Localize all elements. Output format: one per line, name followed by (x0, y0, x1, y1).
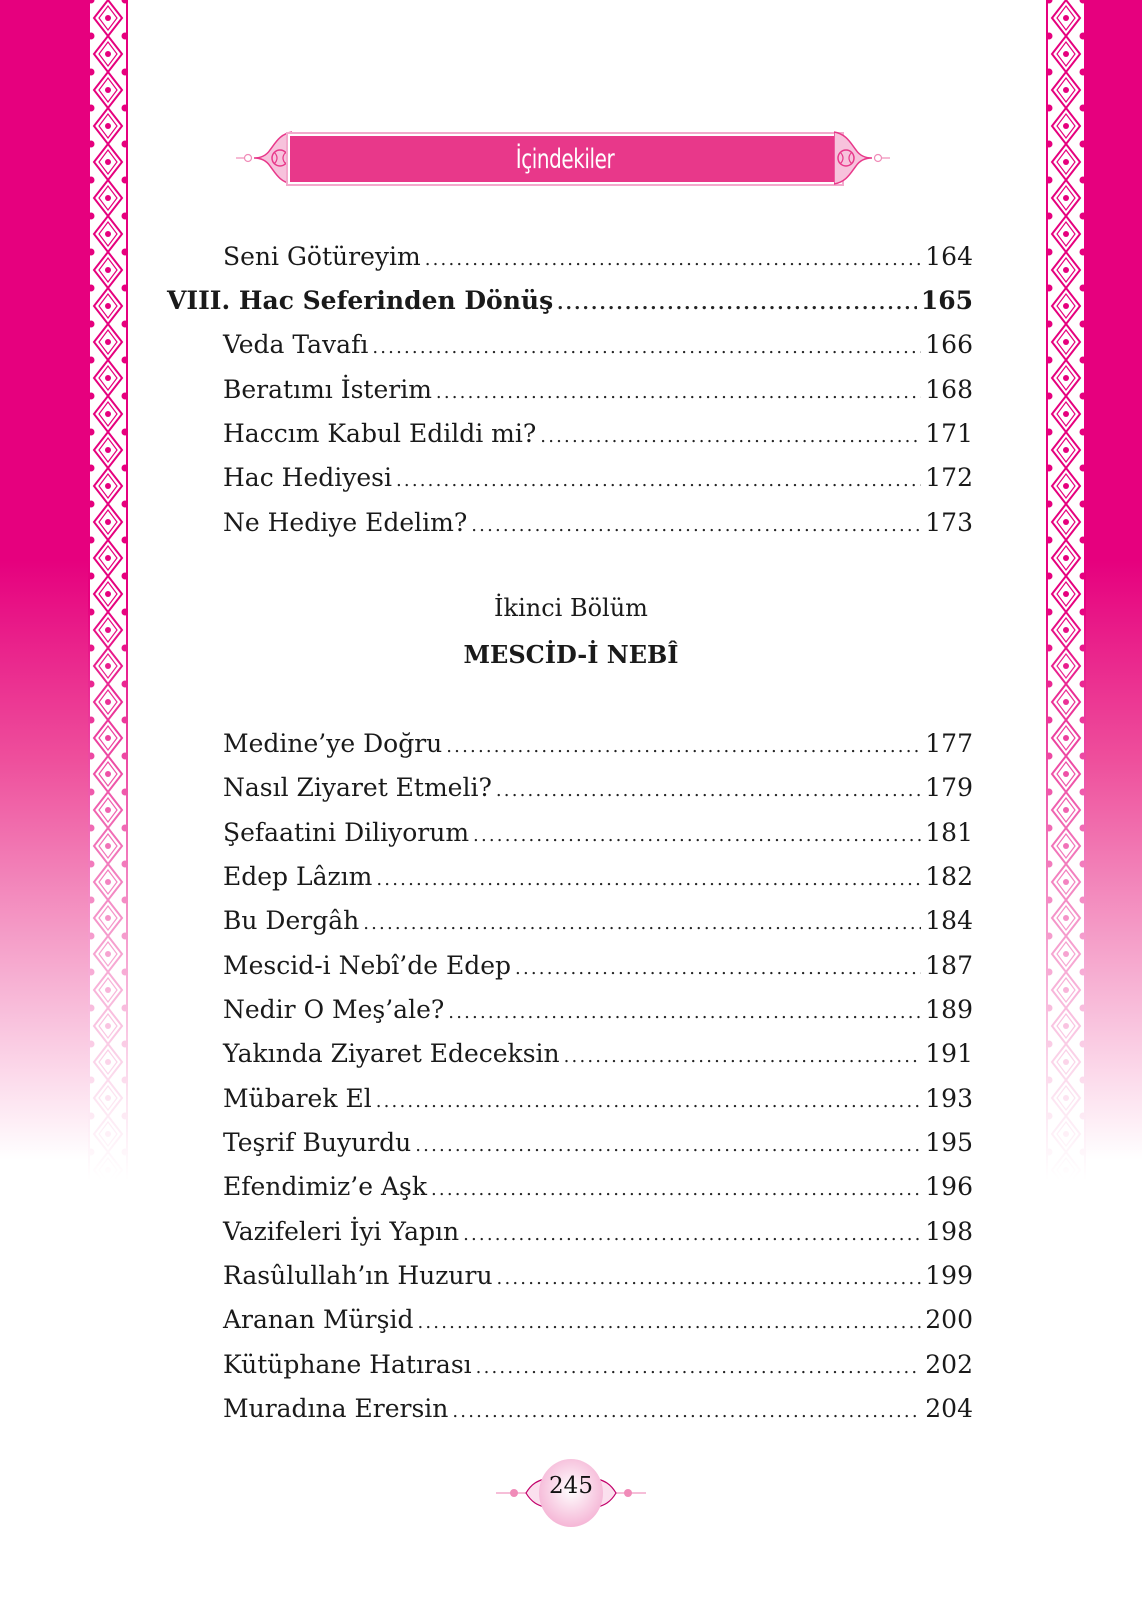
toc-entry-page: 204 (925, 1394, 973, 1423)
toc-entry[interactable] (223, 1392, 973, 1426)
toc-entry[interactable] (223, 1303, 973, 1337)
toc-entry-page: 193 (925, 1084, 973, 1113)
header-banner (236, 128, 890, 188)
toc-entry-title: Aranan Mürşid (223, 1305, 414, 1334)
toc-entry-title: Veda Tavafı (223, 330, 369, 359)
toc-entry-page: 202 (925, 1350, 973, 1379)
toc-entry-page: 181 (925, 818, 973, 847)
toc-entry-title: Nedir O Meş’ale? (223, 995, 445, 1024)
toc-entry-title: Mübarek El (223, 1084, 372, 1113)
toc-entry[interactable] (223, 993, 973, 1027)
toc-leader-dots (363, 907, 921, 941)
toc-entry-title: Mescid-i Nebî’de Edep (223, 951, 512, 980)
toc-entry-page: 200 (925, 1305, 973, 1334)
toc-entry-page: 199 (925, 1261, 973, 1290)
toc-entry-title: Bu Dergâh (223, 906, 360, 935)
toc-entry-page: 179 (925, 773, 973, 802)
toc-entry[interactable] (223, 1170, 973, 1204)
toc-leader-dots (515, 952, 921, 986)
page-title: İçindekiler (515, 143, 615, 175)
page-number: 245 (549, 1473, 593, 1499)
toc-leader-dots (471, 509, 921, 543)
toc-entry[interactable] (223, 1126, 973, 1160)
toc-entry-page: 195 (925, 1128, 973, 1157)
toc-entry-page: 164 (925, 242, 973, 271)
toc-leader-dots (448, 996, 921, 1030)
toc-entry-page: 196 (925, 1172, 973, 1201)
section-label: İkinci Bölüm (494, 594, 648, 622)
toc-entry[interactable] (223, 860, 973, 894)
toc-entry-page: 184 (925, 906, 973, 935)
right-ornamental-border (1046, 0, 1086, 1614)
toc-entry-title: Vazifeleri İyi Yapın (223, 1217, 460, 1246)
toc-entry-page: 173 (925, 508, 973, 537)
toc-entry-title: Yakında Ziyaret Edeceksin (223, 1039, 560, 1068)
toc-entry[interactable] (223, 1037, 973, 1071)
toc-leader-dots (372, 331, 921, 365)
toc-entry[interactable] (223, 1348, 973, 1382)
toc-entry-page: 166 (925, 330, 973, 359)
toc-entry-title: Medine’ye Doğru (223, 729, 443, 758)
right-pink-band (1086, 0, 1142, 1614)
toc-entry-page: 165 (920, 286, 973, 315)
toc-leader-dots (446, 730, 921, 764)
toc-entry-title: VIII. Hac Seferinden Dönüş (167, 286, 554, 315)
toc-leader-dots (497, 1262, 922, 1296)
toc-entry[interactable] (223, 904, 973, 938)
left-pink-band (0, 0, 88, 1614)
toc-leader-dots (425, 243, 922, 277)
toc-entry[interactable] (223, 373, 973, 407)
toc-entry-title: Şefaatini Diliyorum (223, 818, 470, 847)
toc-entry-page: 189 (925, 995, 973, 1024)
toc-entry[interactable] (223, 328, 973, 362)
toc-leader-dots (436, 376, 921, 410)
toc-leader-dots (431, 1173, 921, 1207)
toc-leader-dots (452, 1395, 921, 1429)
toc-leader-dots (473, 819, 921, 853)
toc-entry-page: 187 (925, 951, 973, 980)
toc-entry-page: 172 (925, 463, 973, 492)
toc-leader-dots (557, 287, 917, 321)
toc-leader-dots (376, 1085, 922, 1119)
toc-leader-dots (417, 1306, 921, 1340)
toc-entry[interactable] (223, 727, 973, 761)
toc-leader-dots (540, 420, 921, 454)
toc-entry-page: 182 (925, 862, 973, 891)
toc-entry-title: Ne Hediye Edelim? (223, 508, 468, 537)
toc-entry-title: Muradına Erersin (223, 1394, 449, 1423)
toc-leader-dots (564, 1040, 922, 1074)
toc-entry-title: Haccım Kabul Edildi mi? (223, 419, 537, 448)
toc-leader-dots (396, 464, 921, 498)
toc-entry-page: 171 (925, 419, 973, 448)
banner-ornament-right-icon (834, 128, 890, 188)
toc-entry-title: Nasıl Ziyaret Etmeli? (223, 773, 492, 802)
toc-entry-title: Teşrif Buyurdu (223, 1128, 412, 1157)
toc-entry[interactable] (223, 1215, 973, 1249)
toc-entry-page: 191 (925, 1039, 973, 1068)
header-banner-box (286, 132, 844, 186)
toc-entry-page: 177 (925, 729, 973, 758)
toc-entry[interactable] (223, 461, 973, 495)
toc-entry-title: Kütüphane Hatırası (223, 1350, 472, 1379)
section-title: MESCİD-İ NEBÎ (463, 640, 679, 669)
toc-chapter-entry[interactable] (167, 284, 973, 318)
toc-leader-dots (376, 863, 921, 897)
toc-leader-dots (415, 1129, 921, 1163)
toc-entry-page: 168 (925, 375, 973, 404)
toc-leader-dots (463, 1218, 921, 1252)
page-number-badge (496, 1455, 646, 1535)
toc-entry-page: 198 (925, 1217, 973, 1246)
toc-entry[interactable] (223, 816, 973, 850)
toc-leader-dots (496, 774, 921, 808)
toc-entry-title: Edep Lâzım (223, 862, 373, 891)
toc-entry[interactable] (223, 1082, 973, 1116)
toc-entry-title: Efendimiz’e Aşk (223, 1172, 427, 1201)
toc-entry-title: Rasûlullah’ın Huzuru (223, 1261, 493, 1290)
toc-entry-title: Beratımı İsterim (223, 375, 432, 404)
toc-entry[interactable] (223, 1259, 973, 1293)
toc-entry[interactable] (223, 771, 973, 805)
left-ornamental-border (88, 0, 128, 1614)
toc-entry[interactable] (223, 417, 973, 451)
banner-ornament-left-icon (236, 128, 292, 188)
toc-entry[interactable] (223, 240, 973, 274)
toc-entry-title: Hac Hediyesi (223, 463, 392, 492)
toc-entry[interactable] (223, 949, 973, 983)
toc-entry[interactable] (223, 506, 973, 540)
toc-entry-title: Seni Götüreyim (223, 242, 421, 271)
toc-leader-dots (476, 1351, 922, 1385)
